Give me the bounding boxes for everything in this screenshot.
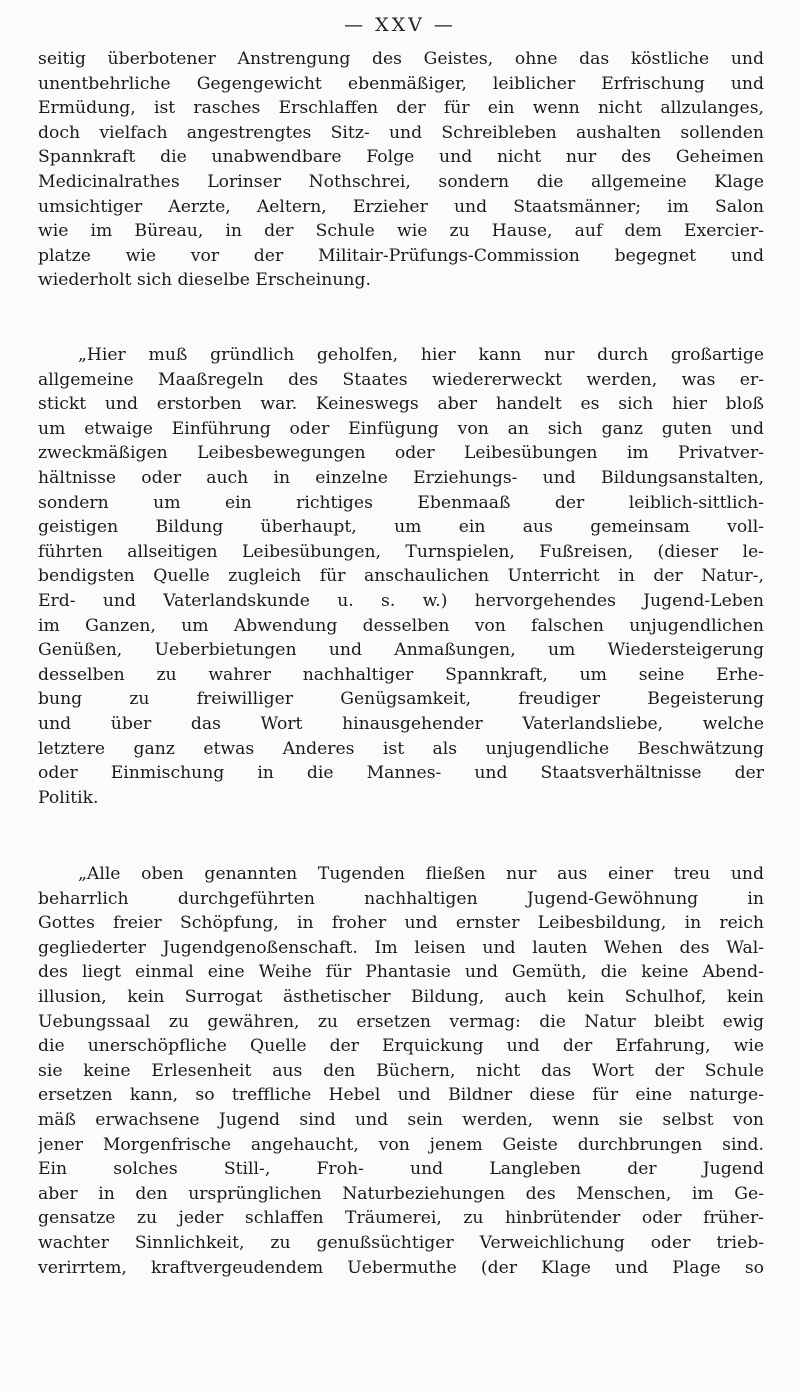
text-line: bendigsten Quelle zugleich für anschaulichen Unterricht in der Natur-, [38, 566, 764, 587]
paragraph-2 [38, 343, 764, 810]
text-line: illusion, kein Surrogat ästhetischer Bildung, auch kein Schulhof, kein [38, 986, 764, 1007]
text-line: aber in den ursprünglichen Naturbeziehungen des Menschen, im Ge- [38, 1183, 764, 1204]
text-line: Gottes freier Schöpfung, in froher und ernster Leibesbildung, in reich [38, 913, 764, 934]
text-line: desselben zu wahrer nachhaltiger Spannkraft, um seine Erhe- [38, 664, 764, 685]
text-line: umsichtiger Aerzte, Aeltern, Erzieher und Staatsmänner; im Salon [38, 196, 764, 217]
text-line: Genüßen, Ueberbietungen und Anmaßungen, um Wiedersteigerung [38, 640, 764, 661]
text-line: wiederholt sich dieselbe Erscheinung. [38, 270, 371, 291]
text-line: doch vielfach angestrengtes Sitz- und Schreibleben aushalten sollenden [38, 122, 764, 143]
text-line: um etwaige Einführung oder Einfügung von an sich ganz guten und [38, 418, 764, 439]
text-line: und über das Wort hinausgehender Vaterlandsliebe, welche [38, 713, 764, 734]
text-line: beharrlich durchgeführten nachhaltigen Jugend-Gewöhnung in [38, 888, 764, 909]
text-line: platze wie vor der Militair-Prüfungs-Commission begegnet und [38, 245, 764, 266]
text-line: hältnisse oder auch in einzelne Erziehungs- und Bildungsanstalten, [38, 467, 764, 488]
text-line: bung zu freiwilliger Genügsamkeit, freudiger Begeisterung [38, 689, 764, 710]
text-line: im Ganzen, um Abwendung desselben von falschen unjugendlichen [38, 615, 764, 636]
text-line: oder Einmischung in die Mannes- und Staatsverhältnisse der [38, 763, 764, 784]
paragraph-3 [38, 862, 764, 1280]
text-line: wachter Sinnlichkeit, zu genußsüchtiger Verweichlichung oder trieb- [38, 1232, 764, 1253]
text-line: zweckmäßigen Leibesbewegungen oder Leibesübungen im Privatver- [38, 443, 764, 464]
text-line: unentbehrliche Gegengewicht ebenmäßiger, leiblicher Erfrischung und [38, 73, 764, 94]
text-line: seitig überbotener Anstrengung des Geistes, ohne das köstliche und [38, 49, 764, 69]
paragraph-1 [38, 47, 764, 293]
text-line: letztere ganz etwas Anderes ist als unjugendliche Beschwätzung [38, 738, 764, 759]
text-line: „Alle oben genannten Tugenden fließen nur aus einer treu und [78, 864, 764, 884]
text-line: wie im Büreau, in der Schule wie zu Hause, auf dem Exercier- [38, 221, 764, 242]
text-line: allgemeine Maaßregeln des Staates wiedererweckt werden, was er- [38, 369, 764, 390]
text-line: Uebungssaal zu gewähren, zu ersetzen vermag: die Natur bleibt ewig [38, 1011, 764, 1032]
text-line: des liegt einmal eine Weihe für Phantasie und Gemüth, die keine Abend- [38, 962, 764, 983]
text-line: ersetzen kann, so treffliche Hebel und Bildner diese für eine naturge- [38, 1085, 764, 1106]
page-number: — XXV — [344, 14, 456, 36]
text-line: verirrtem, kraftvergeudendem Uebermuthe (der Klage und Plage so [38, 1257, 764, 1278]
text-line: Medicinalrathes Lorinser Nothschrei, sondern die allgemeine Klage [38, 171, 764, 192]
text-line: führten allseitigen Leibesübungen, Turnspielen, Fußreisen, (dieser le- [38, 541, 764, 562]
text-line: Politik. [38, 787, 99, 808]
text-line: Erd- und Vaterlandskunde u. s. w.) hervorgehendes Jugend-Leben [38, 590, 764, 611]
text-line: jener Morgenfrische angehaucht, von jenem Geiste durchbrungen sind. [38, 1134, 764, 1155]
text-line: gensatze zu jeder schlaffen Träumerei, zu hinbrütender oder früher- [38, 1208, 764, 1229]
text-line: Spannkraft die unabwendbare Folge und nicht nur des Geheimen [38, 147, 764, 168]
text-line: mäß erwachsene Jugend sind und sein werden, wenn sie selbst von [38, 1109, 764, 1130]
text-line: gegliederter Jugendgenoßenschaft. Im leisen und lauten Wehen des Wal- [38, 937, 764, 958]
text-line: stickt und erstorben war. Keineswegs aber handelt es sich hier bloß [38, 394, 764, 415]
text-line: „Hier muß gründlich geholfen, hier kann nur durch großartige [78, 345, 764, 365]
text-line: die unerschöpfliche Quelle der Erquickung und der Erfahrung, wie [38, 1036, 764, 1057]
text-line: geistigen Bildung überhaupt, um ein aus gemeinsam voll- [38, 517, 764, 538]
text-line: Ein solches Still-, Froh- und Langleben der Jugend [38, 1159, 764, 1180]
text-line: Ermüdung, ist rasches Erschlaffen der für ein wenn nicht allzulanges, [38, 98, 764, 119]
text-line: sondern um ein richtiges Ebenmaaß der leiblich-sittlich- [38, 492, 764, 513]
text-line: sie keine Erlesenheit aus den Büchern, nicht das Wort der Schule [38, 1060, 764, 1081]
